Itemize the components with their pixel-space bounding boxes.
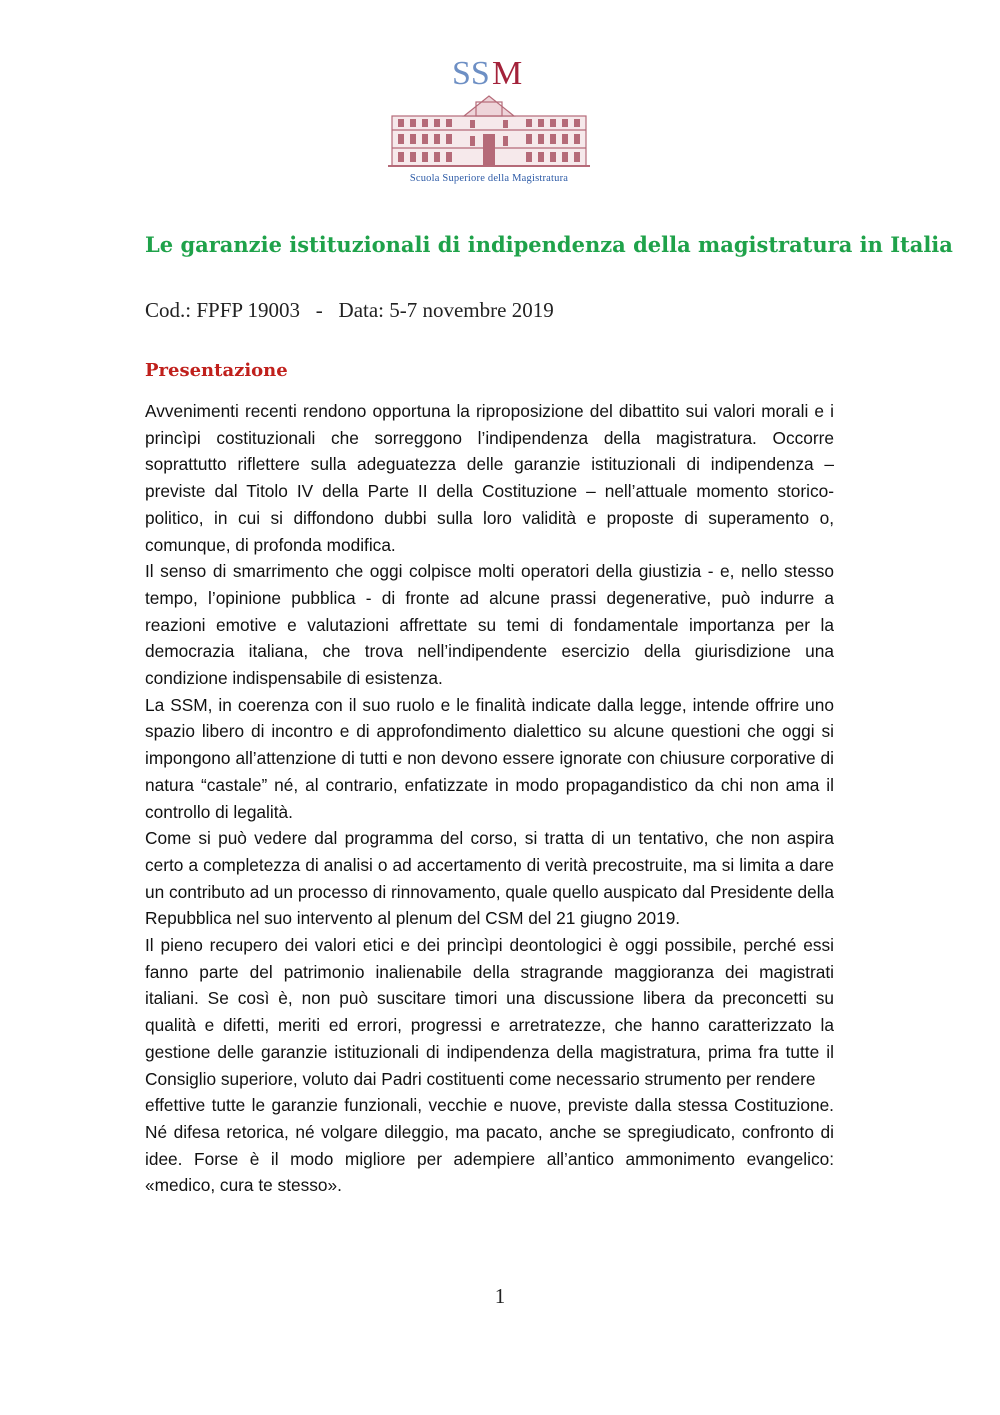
paragraph: effettive tutte le garanzie funzionali, vecchie e nuove, previste dalla stessa Costituzione. Né difesa retorica, né volgare dileggio, ma pacato, anche se spregiudicato, confronto di idee. Forse è il modo migliore per adempiere all’antico ammonimento evangelico: «medico, cura te stesso».: [145, 1095, 834, 1196]
paragraph: La SSM, in coerenza con il suo ruolo e le finalità indicate dalla legge, intende offrire uno spazio libero di incontro e di approfondimento dialettico su alcune questioni che oggi si impongono all’attenzione di tutti e non devono essere ignorate con chiusure corporative di natura “castale” né, al contrario, enfatizzate in modo propagandistico da chi non ama il controllo di legalità.: [145, 694, 834, 822]
presentation-body: [145, 398, 834, 1199]
paragraph: Come si può vedere dal programma del corso, si tratta di un tentativo, che non aspira certo a completezza di analisi o ad accertamento di verità precostruite, ma si limita a dare un contributo ad un processo di rinnovamento, quale quello auspicato dal Presidente della Repubblica nel suo intervento al plenum del CSM del 21 giugno 2019.: [145, 828, 834, 929]
logo-letters-ss: SS: [452, 55, 490, 92]
ssm-logo-graphic: [384, 48, 594, 186]
building-illustration: [388, 96, 590, 166]
paragraph: Il pieno recupero dei valori etici e dei princìpi deontologici è oggi possibile, perché essi fanno parte del patrimonio inalienabile della stragrande maggioranza dei magistrati italiani. Se così è, non può suscitare timori una discussione libera da preconcetti su qualità e difetti, meriti ed errori, progressi e arretratezze, che hanno caratterizzato la gestione delle garanzie istituzionali di indipendenza della magistratura, prima fra tutte il Consiglio superiore, voluto dai Padri costituenti come necessario strumento per rendere: [145, 935, 834, 1089]
ssm-logo: [384, 48, 594, 186]
paragraph: Il senso di smarrimento che oggi colpisce molti operatori della giustizia - e, nello stesso tempo, l’opinione pubblica - di fronte ad alcune prassi degenerative, può indurre a reazioni emotive e valutazioni affrettate su temi di fondamentale importanza per la democrazia italiana, che trova nell’indipendente esercizio della giurisdizione una condizione indispensabile di esistenza.: [145, 561, 834, 689]
course-code-and-date: Cod.: FPFP 19003 - Data: 5-7 novembre 2019: [145, 298, 554, 322]
logo-caption: Scuola Superiore della Magistratura: [409, 173, 569, 184]
section-heading-presentazione: Presentazione: [145, 360, 288, 381]
document-title: Le garanzie istituzionali di indipendenza della magistratura in Italia: [145, 232, 953, 257]
logo-letter-m: M: [492, 55, 523, 92]
page-number: 1: [494, 1284, 506, 1308]
paragraph: Avvenimenti recenti rendono opportuna la riproposizione del dibattito sui valori morali e i princìpi costituzionali che sorreggono l’indipendenza della magistratura. Occorre soprattutto riflettere sulla adeguatezza delle garanzie istituzionali di indipendenza – previste dal Titolo IV della Parte II della Costituzione – nell’attuale momento storico-politico, in cui si diffondono dubbi sulla loro validità e proposte di superamento o, comunque, di profonda modifica.: [145, 401, 834, 555]
